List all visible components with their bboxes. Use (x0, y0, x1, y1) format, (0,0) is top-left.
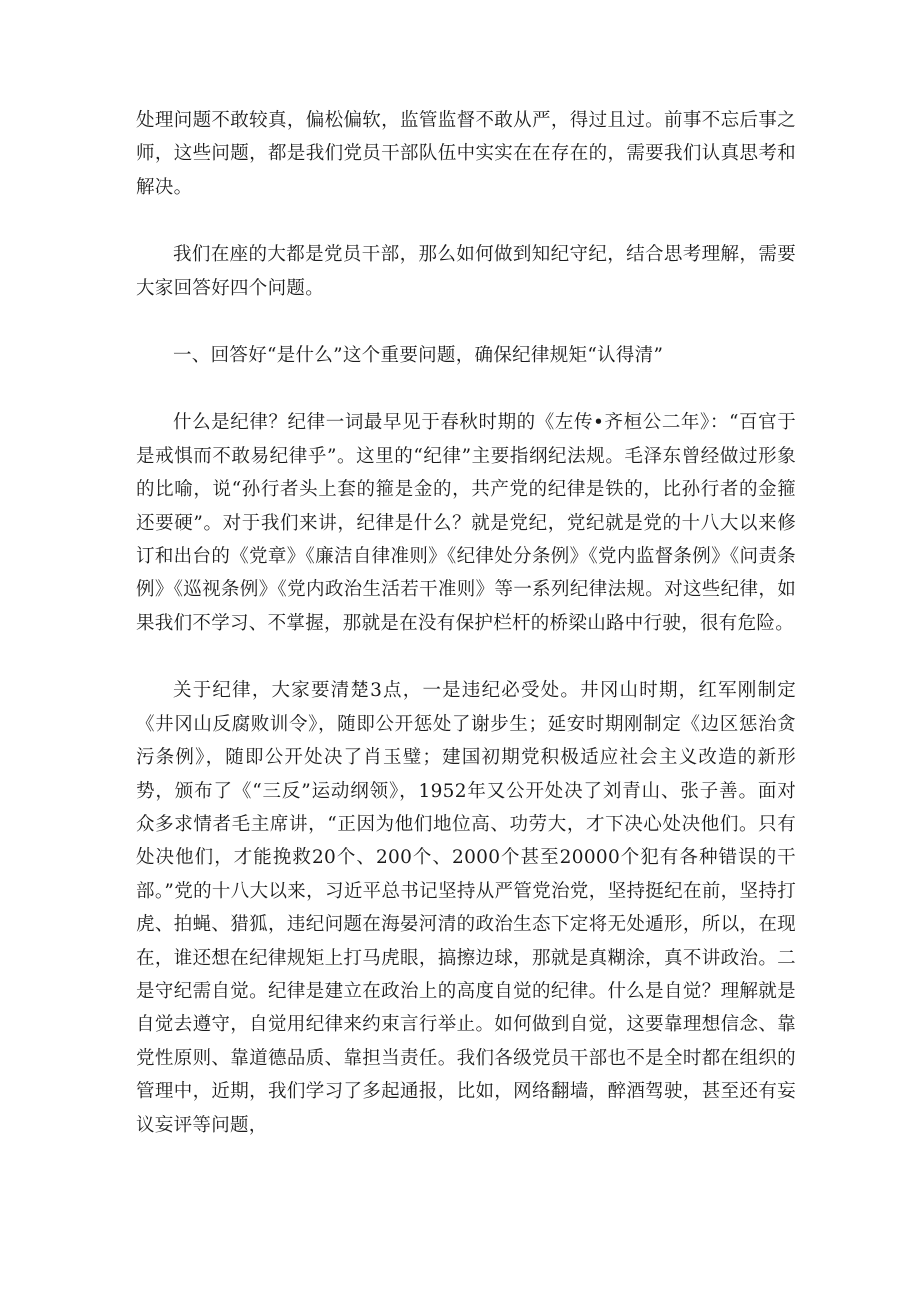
section-heading: 一、回答好“是什么”这个重要问题，确保纪律规矩“认得清” (173, 345, 664, 367)
document-body (136, 104, 796, 1176)
paragraph-intro: 我们在座的大都是党员干部，那么如何做到知纪守纪，结合思考理解，需要大家回答好四个问题。 (136, 244, 796, 299)
paragraph-what-is-discipline: 什么是纪律？纪律一词最早见于春秋时期的《左传•齐桓公二年》：“百官于是戒惧而不敢易纪律乎”。这里的“纪律”主要指纲纪法规。毛泽东曾经做过形象的比喻，说“孙行者头上套的箍是金的，共产党的纪律是铁的，比孙行者的金箍还要硬”。对于我们来讲，纪律是什么？就是党纪，党纪就是党的十八大以来修订和出台的《党章》《廉洁自律准则》《纪律处分条例》《党内监督条例》《问责条例》《巡视条例》《党内政治生活若干准则》等一系列纪律法规。对这些纪律，如果我们不学习、不掌握，那就是在没有保护栏杆的桥梁山路中行驶，很有危险。 (136, 412, 796, 634)
paragraph-continued: 处理问题不敢较真，偏松偏软，监管监督不敢从严，得过且过。前事不忘后事之师，这些问题，都是我们党员干部队伍中实实在在存在的，需要我们认真思考和解决。 (136, 110, 796, 198)
paragraph-about-discipline: 关于纪律，大家要清楚3点，一是违纪必受处。井冈山时期，红军刚制定《井冈山反腐败训令》，随即公开惩处了谢步生；延安时期刚制定《边区惩治贪污条例》，随即公开处决了肖玉璧；建国初期党积极适应社会主义改造的新形势，颁布了《“三反”运动纲领》，1952年又公开处决了刘青山、张子善。面对众多求情者毛主席讲，“正因为他们地位高、功劳大，才下决心处决他们。只有处决他们，才能挽救20个、200个、2000个甚至20000个犯有各种错误的干部。”党的十八大以来，习近平总书记坚持从严管党治党，坚持挺纪在前，坚持打虎、拍蝇、猎狐，违纪问题在海晏河清的政治生态下定将无处遁形，所以，在现在，谁还想在纪律规矩上打马虎眼，搞擦边球，那就是真糊涂，真不讲政治。二是守纪需自觉。纪律是建立在政治上的高度自觉的纪律。什么是自觉？理解就是自觉去遵守，自觉用纪律来约束言行举止。如何做到自觉，这要靠理想信念、靠党性原则、靠道德品质、靠担当责任。我们各级党员干部也不是全时都在组织的管理中，近期，我们学习了多起通报，比如，网络翻墙，醉酒驾驶，甚至还有妄议妄评等问题， (136, 680, 796, 1136)
